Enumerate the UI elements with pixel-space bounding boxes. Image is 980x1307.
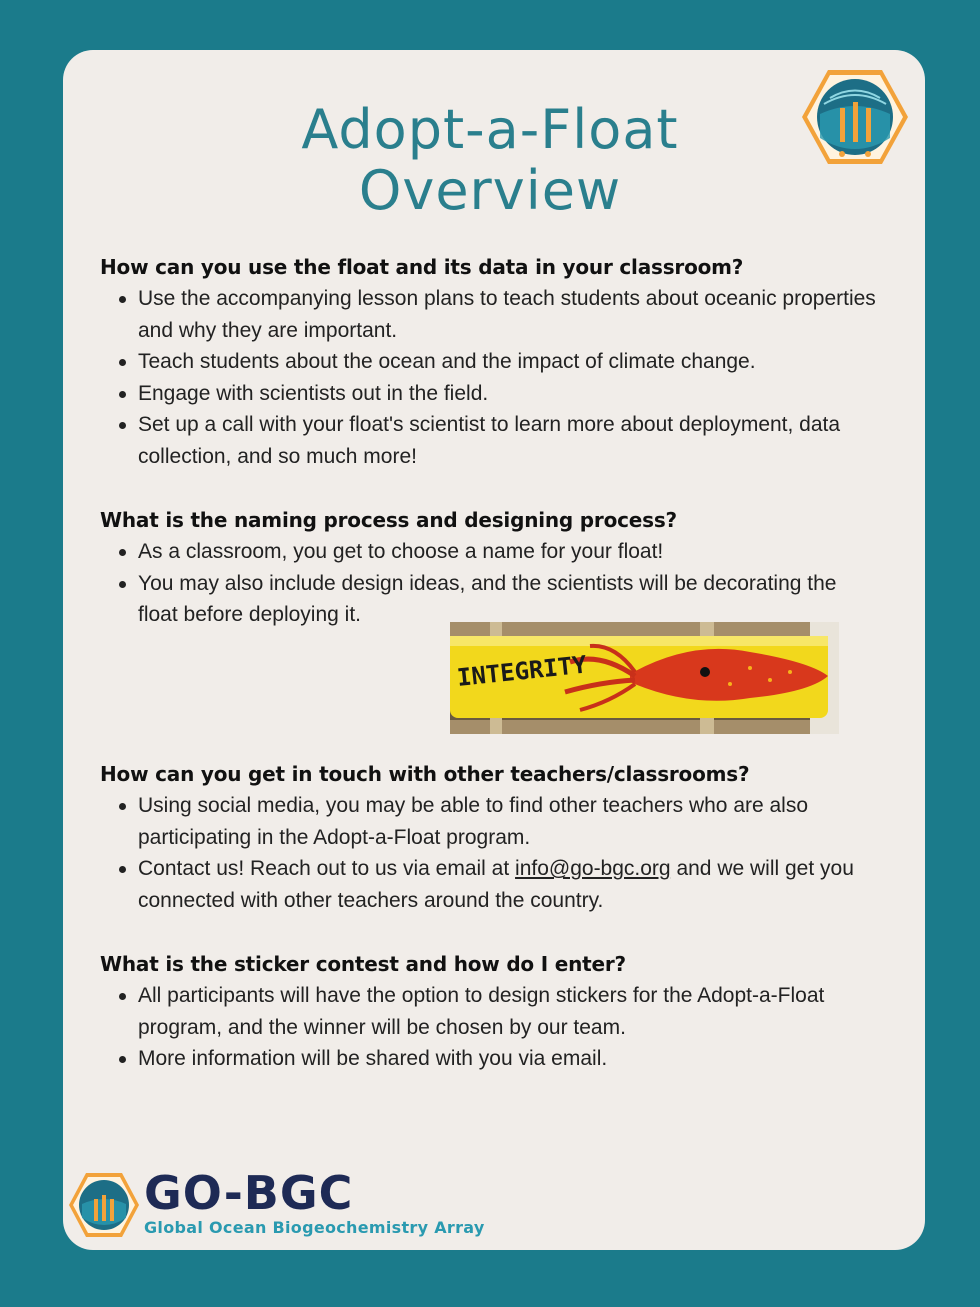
decorated-float-photo (450, 622, 839, 734)
section-sticker-contest (100, 948, 900, 1075)
section-heading: What is the sticker contest and how do I enter? (100, 952, 626, 976)
list-item: Using social media, you may be able to find other teachers who are also participating in the Adopt-a-Float program. (100, 790, 878, 853)
section-heading: How can you get in touch with other teachers/classrooms? (100, 762, 750, 786)
list-item: Set up a call with your float's scientist to learn more about deployment, data collection, and so much more! (100, 409, 878, 472)
contact-text-before: Contact us! Reach out to us via email at (138, 857, 516, 881)
list-item: As a classroom, you get to choose a name for your float! (100, 536, 878, 568)
list-item (100, 853, 878, 916)
list-item: More information will be shared with you via email. (100, 1043, 878, 1075)
brand-name: GO-BGC (144, 1166, 354, 1220)
contact-text-after: and we will get you connected with other teachers around the country. (138, 857, 854, 912)
float-painted-text: INTEGRITY (455, 650, 588, 692)
page-title-line1: Adopt-a-Float (301, 98, 679, 161)
section-naming-process (100, 504, 900, 631)
list-item: Use the accompanying lesson plans to teach students about oceanic properties and why they are important. (100, 283, 878, 346)
list-item: Engage with scientists out in the field. (100, 378, 878, 410)
email-link[interactable]: info@go-bgc.org (515, 857, 671, 881)
page-title-line2: Overview (358, 159, 622, 222)
list-item: You may also include design ideas, and the scientists will be decorating the float before deploying it. (100, 568, 878, 631)
section-heading: What is the naming process and designing process? (100, 508, 677, 532)
section-classroom-use (100, 251, 900, 473)
go-bgc-hexagon-logo-icon (800, 68, 910, 166)
section-heading: How can you use the float and its data in your classroom? (100, 255, 744, 279)
section-contact-teachers (100, 758, 900, 916)
brand-tagline: Global Ocean Biogeochemistry Array (144, 1218, 485, 1237)
list-item: All participants will have the option to design stickers for the Adopt-a-Float program, and the winner will be chosen by our team. (100, 980, 878, 1043)
go-bgc-hexagon-logo-icon (68, 1172, 140, 1238)
list-item: Teach students about the ocean and the impact of climate change. (100, 346, 878, 378)
